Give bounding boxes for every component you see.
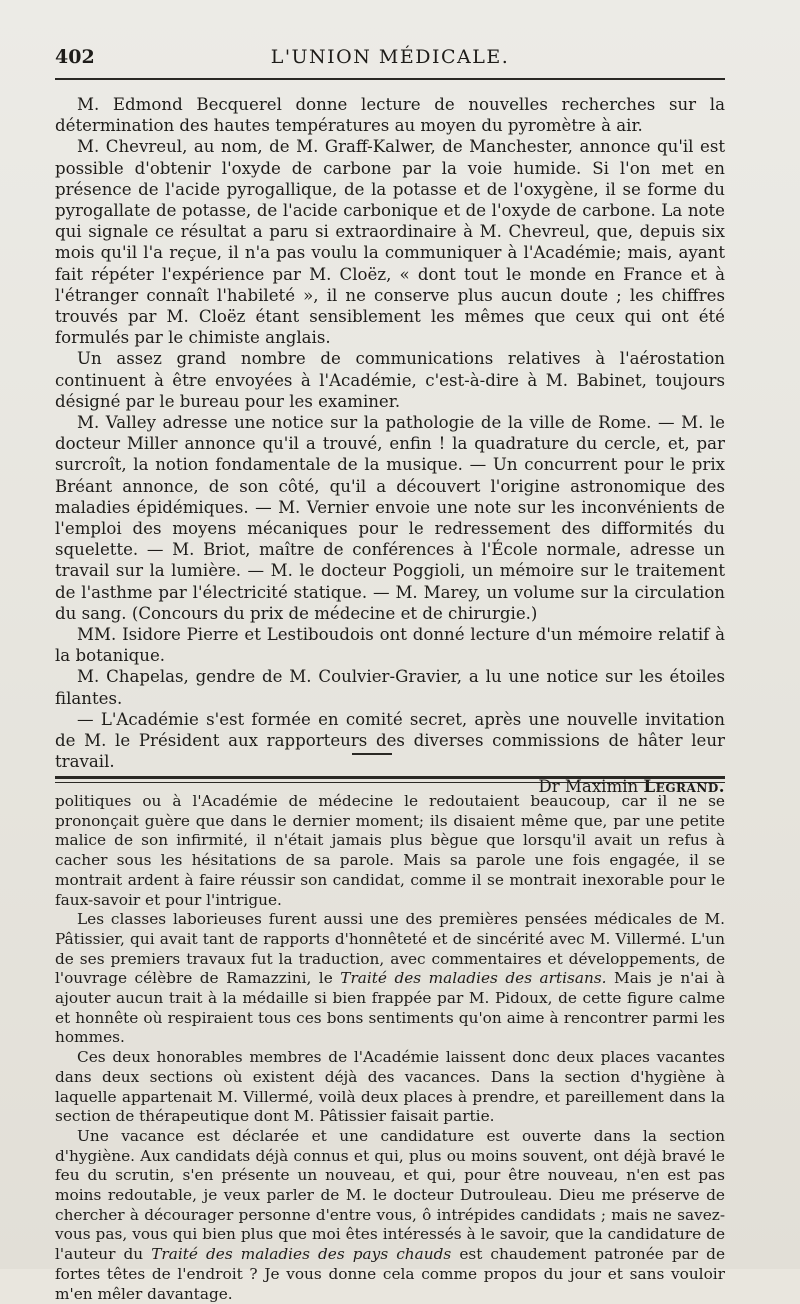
feuilleton [55,792,725,1304]
journal-title: L'UNION MÉDICALE. [270,46,510,68]
text-run: Une vacance est déclarée et une candidature est ouverte dans la section d'hygiène. Aux candidats déjà connus et qui, plus ou moins souvent, ont déjà bravé le feu du scrutin, s'en présente un nouveau, et qui, pour être nouveau, n'en est pas moins redoutable, je veux parler de M. le docteur Dutrouleau. Dieu me préserve de chercher à décourager personne d'entre vous, ô intrépides candidats ; mais ne savez-vous pas, vous qui bien plus que moi êtes intéressés à le savoir, que la candidature de l'auteur du [55,1126,725,1264]
header-rule [55,78,725,80]
signature-surname: Legrand. [643,775,725,796]
academy-report [55,94,725,798]
report-paragraph: M. Edmond Becquerel donne lecture de nouvelles recherches sur la détermination des hautes températures au moyen du pyromètre à air. [55,95,725,136]
book-title: Traité des maladies des artisans. [340,969,607,988]
running-header [55,46,725,70]
signature-prefix: Dr Maximin [538,776,639,796]
book-title: Traité des maladies des pays chauds [151,1245,452,1264]
feuilleton-paragraph: Ces deux honorables membres de l'Académie laissent donc deux places vacantes dans deux sections où existent déjà des vacances. Dans la section d'hygiène à laquelle appartenait M. Villermé, voilà deux places à prendre, et pareillement dans la section de thérapeutique dont M. Pâtissier faisait partie. [55,1048,725,1126]
feuilleton-rule-thin [55,782,725,783]
feuilleton-paragraph [55,910,725,1048]
section-end-rule [352,753,392,755]
text-run: Mais je n'ai à ajouter aucun trait à la médaille si bien frappée par M. Pidoux, de cette figure calme et honnête où respiraient tous ces bons sentiments qu'on aime à rencontrer parmi les hommes. [55,969,725,1047]
report-paragraph: Un assez grand nombre de communications relatives à l'aérostation continuent à être envoyées à l'Académie, c'est-à-dire à M. Babinet, toujours désigné par le bureau pour les examiner. [55,349,725,411]
report-paragraph: M. Chevreul, au nom, de M. Graff-Kalwer, de Manchester, annonce qu'il est possible d'obtenir l'oxyde de carbone par la voie humide. Si l'on met en présence de l'acide pyrogallique, de la potasse et de l'oxygène, il se forme du pyrogallate de potasse, de l'acide carbonique et de l'oxyde de carbone. La note qui signale ce résultat a paru si extraordinaire à M. Chevreul, que, depuis six mois qu'il l'a reçue, il n'a pas voulu la communiquer à l'Académie; mais, ayant fait répéter l'expérience par M. Cloëz, « dont tout le monde en France et à l'étranger connaît l'habileté », il ne conserve plus aucun doute ; les chiffres trouvés par M. Cloëz étant sensiblement les mêmes que ceux qui ont été formulés par le chimiste anglais. [55,137,725,348]
text-run: est chaudement patronée par de fortes têtes de l'endroit ? Je vous donne cela comme propos du jour et sans vouloir m'en mêler davantage. [55,1245,725,1303]
report-paragraph: MM. Isidore Pierre et Lestiboudois ont donné lecture d'un mémoire relatif à la botanique. [55,625,725,666]
report-paragraph: M. Valley adresse une notice sur la pathologie de la ville de Rome. — M. le docteur Miller annonce qu'il a trouvé, enfin ! la quadrature du cercle, et, par surcroît, la notion fondamentale de la musique. — Un concurrent pour le prix Bréant annonce, de son côté, qu'il a découvert l'origine astronomique des maladies épidémiques. — M. Vernier envoie une note sur les inconvénients de l'emploi des moyens mécaniques pour le redressement des difformités du squelette. — M. Briot, maître de conférences à l'École normale, adresse un travail sur la lumière. — M. le docteur Poggioli, un mémoire sur le traitement de l'asthme par l'électricité statique. — M. Marey, un volume sur la circulation du sang. (Concours du prix de médecine et de chirurgie.) [55,413,725,623]
report-paragraph: M. Chapelas, gendre de M. Coulvier-Gravier, a lu une notice sur les étoiles filantes. [55,667,725,708]
report-paragraph: — L'Académie s'est formée en comité secret, après une nouvelle invitation de M. le Président aux rapporteurs des diverses commissions de hâter leur travail. [55,709,725,772]
feuilleton-paragraph: politiques ou à l'Académie de médecine le redoutaient beaucoup, car il ne se prononçait guère que dans le dernier moment; ils disaient même que, par une petite malice de son infirmité, il n'était jamais plus bègue que lorsqu'il avait un refus à cacher sous les hésitations de sa parole. Mais sa parole une fois engagée, il se montrait ardent à faire réussir son candidat, comme il se montrait inexorable pour le faux-savoir et pour l'intrigue. [55,792,725,909]
page-number: 402 [55,46,95,68]
feuilleton-paragraph [55,1127,725,1304]
feuilleton-rule-thick [55,776,725,779]
text-run: Les classes laborieuses furent aussi une des premières pensées médicales de M. Pâtissier, qui avait tant de rapports d'honnêteté et de sincérité avec M. Villermé. L'un de ses premiers travaux fut la traduction, avec commentaires et développements, de l'ouvrage célèbre de Ramazzini, le [55,910,725,988]
